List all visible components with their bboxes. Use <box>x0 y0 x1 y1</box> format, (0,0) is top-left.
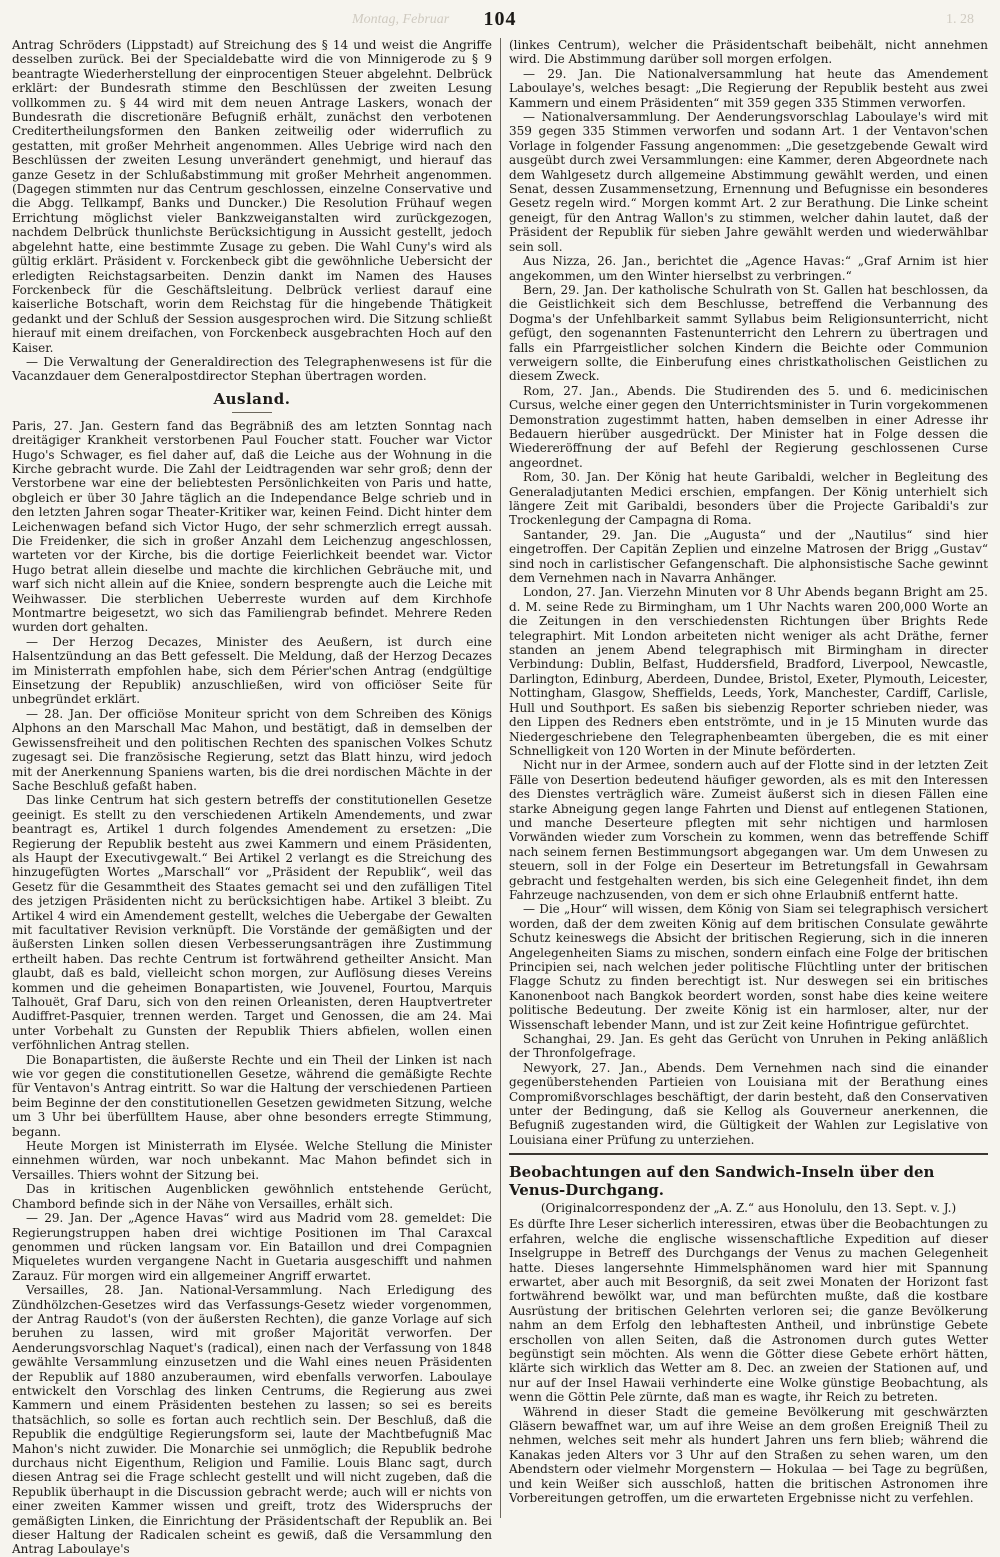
bleed-through-text-right: 1. 28 <box>946 12 974 27</box>
paragraph-paris-funeral: Paris, 27. Jan. Gestern fand das Begräbniß des am letzten Sonntag nach dreitägiger Krankheit verstorbenen Paul Foucher statt. Foucher war Victor Hugo's Schwager, es fiel daher auf, daß die Leiche aus der Wohnung in die Kirche gebracht wurde. Die Zahl der Leidtragenden war sehr groß; denn der Verstorbene war eine der beliebtesten Persönlichkeiten von Paris und hatte, obgleich er über 30 Jahre täglich an die Independance Belge schrieb und in den letzten Jahren sogar Theater-Kritiker war, keinen Feind. Dicht hinter dem Leichenwagen befand sich Victor Hugo, der sehr schmerzlich erregt aussah. Die Freidenker, die sich in großer Anzahl dem Leichenzug angeschlossen, warteten vor der Kirche, bis die dortige Feierlichkeit beendet war. Victor Hugo betrat allein dieselbe und machte die kirchlichen Gebräuche mit, und warf sich nicht allein auf die Kniee, sondern besprengte auch die Leiche mit Weihwasser. Die sterblichen Ueberreste wurden auf dem Kirchhofe Montmartre beigesetzt, wo sich das Familiengrab befindet. Mehrere Reden wurden dort gehalten. <box>12 418 492 635</box>
paragraph-desertion: Nicht nur in der Armee, sondern auch auf der Flotte sind in der letzten Zeit Fälle von Desertion bedeutend häufiger geworden, als es mit den Interessen des Dienstes verträglich wäre. Zumeist äußerst sich in diesen Fällen eine starke Abneigung gegen lange Fahrten und Dienst auf entlegenen Stationen, und manche Deserteure pflegten mit sehr nichtigen und harmlosen Vorwänden wieder zum Vorschein zu kommen, wenn das betreffende Schiff nach seinem fernen Bestimmungsort abgegangen war. Um dem Unwesen zu steuern, soll in der Folge ein Deserteur im Betretungsfall in Gewahrsam gebracht und festgehalten werden, bis sich eine Gelegenheit findet, ihn dem Fahrzeuge nachzusenden, von dem er sich ohne Erlaubniß entfernt hatte. <box>509 758 988 902</box>
paragraph-madrid: — 29. Jan. Der „Agence Havas“ wird aus Madrid vom 28. gemeldet: Die Regierungstruppen haben drei wichtige Positionen im Thal Caraxcal genommen und rücken langsam vor. Ein Bataillon und drei Compagnien Miqueletes wurden vergangene Nacht in Guetaria ausgeschifft und nahmen Zarauz. Für morgen wird ein allgemeiner Angriff erwartet. <box>12 1211 492 1283</box>
feature-title: Beobachtungen auf den Sandwich-Inseln über den Venus-Durchgang. <box>509 1163 935 1200</box>
paragraph-moniteur: — 28. Jan. Der officiöse Moniteur spricht von dem Schreiben des Königs Alphons an den Marschall Mac Mahon, und bestätigt, daß in demselben der Gewissensfreiheit und den politischen Rechten des spanischen Volkes Schutz zugesagt sei. Die französische Regierung, setzt das Blatt hinzu, wird jedoch mit der Anerkennung Spaniens warten, bis die drei nordischen Mächte in der Sache Beschluß gefaßt haben. <box>12 706 492 793</box>
left-column <box>12 38 500 1557</box>
paragraph-newyork: Newyork, 27. Jan., Abends. Dem Vernehmen nach sind die einander gegenüberstehenden Partieien von Louisiana mit der Berathung eines Compromißvorschlages beschäftigt, der darin besteht, daß den Conservativen unter der Bedingung, daß sie Kellog als Gouverneur anerkennen, die Befugniß zugestanden wird, die Gültigkeit der Wahlen zur Legislative von Louisiana einer Prüfung zu unterziehen. <box>509 1060 988 1147</box>
paragraph-reichstag: Antrag Schröders (Lippstadt) auf Streichung des § 14 und weist die Angriffe desselben zurück. Bei der Specialdebatte wird die von Minnigerode zu § 9 beantragte Wiederherstellung der einprocentigen Steuer abgelehnt. Delbrück erklärt: der Bundesrath stimme den Beschlüssen der zweiten Lesung vollkommen zu. § 44 wird mit dem neuen Antrage Laskers, wonach der Bundesrath die discretionäre Befugniß erhält, zunächst den verbotenen Creditertheilungsformen den Banken zeitweilig oder widerruflich zu gestatten, mit großer Mehrheit angenommen. Alles Uebrige wird nach den Beschlüssen der zweiten Lesung unverändert genehmigt, und hierauf das ganze Gesetz in der Schlußabstimmung mit großer Mehrheit angenommen. (Dagegen stimmten nur das Centrum geschlossen, einzelne Conservative und die Abgg. Tellkampf, Banks und Duncker.) Die Resolution Frühauf wegen Errichtung möglichst vieler Bankzweiganstalten wird zurückgezogen, nachdem Delbrück thunlichste Berücksichtigung in Aussicht gestellt, jedoch abgelehnt hatte, eine bestimmte Zusage zu geben. Die Wahl Cuny's wird als gültig erklärt. Präsident v. Forckenbeck gibt die gewöhnliche Uebersicht der erledigten Reichstagsarbeiten. Denzin dankt im Namen des Hauses Forckenbeck für die Geschäftsleitung. Delbrück verliest darauf eine kaiserliche Botschaft, worin dem Reichstag für die hingebende Thätigkeit gedankt und der Schluß der Session ausgesprochen wird. Die Sitzung schließt hierauf mit einem dreifachen, von Forckenbeck ausgebrachten Hoch auf den Kaiser. <box>12 38 492 355</box>
feature-subtitle: (Originalcorrespondenz der „A. Z.“ aus Honolulu, den 13. Sept. v. J.) <box>540 1201 957 1216</box>
paragraph-ministerrath: Heute Morgen ist Ministerrath im Elysée. Welche Stellung die Minister einnehmen würden, war noch unbekannt. Mac Mahon befindet sich in Versailles. Thiers wohnt der Sitzung bei. <box>12 1139 492 1182</box>
paragraph-telegraph: — Die Verwaltung der Generaldirection des Telegraphenwesens ist für die Vacanzdauer dem Generalpostdirector Stephan übertragen worden. <box>12 354 492 384</box>
section-divider <box>232 412 272 413</box>
right-column <box>500 38 988 1518</box>
columns <box>12 38 988 1557</box>
section-title-ausland: Ausland. <box>213 389 291 408</box>
paragraph-nizza: Aus Nizza, 26. Jan., berichtet die „Agence Havas:“ „Graf Arnim ist hier angekommen, um den Winter hierselbst zu verbringen.“ <box>509 254 988 283</box>
paragraph-versailles: Versailles, 28. Jan. National-Versammlung. Nach Erledigung des Zündhölzchen-Gesetzes wird das Verfassungs-Gesetz wieder vorgenommen, der Antrag Raudot's (von der äußersten Rechten), die ganze Vorlage auf sich beruhen zu lassen, wird mit großer Majorität verworfen. Der Aenderungsvorschlag Naquet's (radical), einen nach der Verfassung von 1848 gewählte Versammlung einzusetzen und die Wahl eines neuen Präsidenten der Republik auf 1880 anzuberaumen, wird ebenfalls verworfen. Laboulaye entwickelt den Vorschlag des linken Centrums, die Regierung aus zwei Kammern und einem Präsidenten bestehen zu lassen; so sei es bereits thatsächlich, so solle es fortan auch rechtlich sein. Der Beschluß, daß die Republik die endgültige Regierungsform sei, laute der Machtbefugniß Mac Mahon's nicht zuwider. Die Monarchie sei unmöglich; die Republik bedrohe durchaus nicht Eigenthum, Religion und Familie. Louis Blanc sagt, durch diesen Antrag sei die Frage schlecht gestellt und will nicht zugeben, daß die Republik überhaupt in die Discussion gebracht werde; auch will er nichts von einer zweiten Kammer wissen und greift, trotz des Widerspruchs der gemäßigten Linken, die Einrichtung der Präsidentschaft der Republik an. Bei dieser Haltung der Radicalen scheint es gewiß, daß die Versammlung den Antrag Laboulaye's <box>12 1283 492 1557</box>
paragraph-nationalversammlung: — Nationalversammlung. Der Aenderungsvorschlag Laboulaye's wird mit 359 gegen 335 Stimmen verworfen und sodann Art. 1 der Ventavon'schen Vorlage in folgender Fassung angenommen: „Die gesetzgebende Gewalt wird ausgeübt durch zwei Versammlungen: eine Kammer, deren Abgeordnete nach dem Wahlgesetz durch allgemeine Abstimmung gewählt werden, und einen Senat, dessen Zusammensetzung, Ernennung und Befugnisse ein besonderes Gesetz regeln wird.“ Morgen kommt Art. 2 zur Berathung. Die Linke scheint geneigt, für den Antrag Wallon's zu stimmen, welcher dahin lautet, daß der Präsident der Republik für sieben Jahre gewählt werden und wiederwählbar sein soll. <box>509 110 988 254</box>
paragraph-nationalversammlung-29: — 29. Jan. Die Nationalversammlung hat heute das Amendement Laboulaye's, welches besagt: „Die Regierung der Republik besteht aus zwei Kammern und einem Präsidenten“ mit 359 gegen 335 Stimmen verworfen. <box>509 66 988 110</box>
paragraph-continuation: (linkes Centrum), welcher die Präsidentschaft beibehält, nicht annehmen wird. Die Abstimmung darüber soll morgen erfolgen. <box>509 38 988 67</box>
paragraph-london: London, 27. Jan. Vierzehn Minuten vor 8 Uhr Abends begann Bright am 25. d. M. seine Rede zu Birmingham, um 1 Uhr Nachts waren 200,000 Worte an die Zeitungen in den verschiedensten Richtungen über Brights Rede telegraphirt. Mit London arbeiteten nicht weniger als acht Dräthe, ferner standen an jenem Abend telegraphisch mit Birmingham in directer Verbindung: Dublin, Belfast, Huddersfield, Bradford, Liverpool, Newcastle, Darlington, Edinburg, Aberdeen, Dundee, Bristol, Exeter, Plymouth, Leicester, Nottingham, Glasgow, Sheffields, Leeds, York, Manchester, Cardiff, Carlisle, Hull und Southport. Es saßen bis siebenzig Reporter schrieben nieder, was den Lippen des Redners eben entströmte, und in je 15 Minuten wurde das Niedergeschriebene den Telegraphenbeamten übergeben, die es mit einer Schnelligkeit von 120 Worten in der Minute beförderten. <box>509 585 988 758</box>
paragraph-rom-27: Rom, 27. Jan., Abends. Die Studirenden des 5. und 6. medicinischen Cursus, welche einer gegen den Unterrichtsminister in Turin vorgekommenen Demonstration zugestimmt hatten, haben demselben in einer Adresse ihr Bedauern hierüber ausgedrückt. Der Minister hat in Folge dessen die Wiedereröffnung der auf Befehl der Regierung geschlossenen Curse angeordnet. <box>509 383 988 470</box>
paragraph-schanghai: Schanghai, 29. Jan. Es geht das Gerücht von Unruhen in Peking anläßlich der Thronfolgefrage. <box>509 1032 988 1061</box>
page-header <box>12 8 988 38</box>
feature-divider <box>509 1153 988 1155</box>
paragraph-chambord: Das in kritischen Augenblicken gewöhnlich entstehende Gerücht, Chambord befinde sich in der Nähe von Versailles, erhält sich. <box>12 1182 492 1211</box>
paragraph-santander: Santander, 29. Jan. Die „Augusta“ und der „Nautilus“ sind hier eingetroffen. Der Capitän Zeplien und einzelne Matrosen der Brigg „Gustav“ sind noch in carlistischer Gefangenschaft. Die alphonsistische Sache gewinnt dem Vernehmen nach in Navarra Anhänger. <box>509 527 988 586</box>
paragraph-bonapartisten: Die Bonapartisten, die äußerste Rechte und ein Theil der Linken ist nach wie vor gegen die constitutionellen Gesetze, während die gemäßigte Rechte für Ventavon's Antrag eintritt. So war die Haltung der verschiedenen Partieen beim Beginne der den constitutionellen Gesetzen gewidmeten Sitzung, welche um 3 Uhr bei überfülltem Hause, aber ohne besonders erregte Stimmung, begann. <box>12 1052 492 1139</box>
page-number: 104 <box>483 8 517 30</box>
feature-paragraph: Während in dieser Stadt die gemeine Bevölkerung mit geschwärzten Gläsern bewaffnet war, um auf ihre Weise an dem großen Ereigniß Theil zu nehmen, welches seit mehr als hundert Jahren uns fern blieb; während die Kanakas jeden Alters vor 3 Uhr auf den Straßen zu sehen waren, um den Abendstern oder vielmehr Morgenstern — Hokulaa — bei Tage zu begrüßen, und kein Weißer sich ausschloß, hatten die britischen Astronomen ihre Vorbereitungen getroffen, um die erwarteten Ergebnisse nicht zu verfehlen. <box>509 1404 988 1505</box>
feature-paragraph: Es dürfte Ihre Leser sicherlich interessiren, etwas über die Beobachtungen zu erfahren, welche die englische wissenschaftliche Expedition auf dieser Inselgruppe in Betreff des Durchgangs der Venus zu machen Gelegenheit hatte. Dieses langersehnte Himmelsphänomen ward hier mit Spannung erwartet, aber auch mit Besorgniß, da seit zwei Monaten der Horizont fast fortwährend bewölkt war, und man befürchten mußte, daß die kostbare Ausrüstung der britischen Gelehrten verloren sei; die ganze Bevölkerung nahm an dem Erfolg den lebhaftesten Antheil, und inbrünstige Gebete erschollen von allen Seiten, daß die Astronomen durch gutes Wetter begünstigt sein möchten. Als wenn die Götter diese Gebete erhört hätten, klärte sich wirklich das Wetter am 8. Dec. an zweien der Stationen auf, und nur auf der Insel Hawaii verhinderte eine Wolke günstige Beobachtung, als wenn die Göttin Pele zürnte, daß man es wagte, ihr Reich zu betreten. <box>509 1217 988 1405</box>
bleed-through-text-left: Montag, Februar <box>352 12 450 27</box>
paragraph-bern: Bern, 29. Jan. Der katholische Schulrath von St. Gallen hat beschlossen, da die Geistlichkeit sich dem Beschlusse, betreffend die Verbannung des Dogma's der Unfehlbarkeit sammt Syllabus beim Religionsunterricht, nicht gefügt, den sogenannten Fastenunterricht den Lehrern zu übertragen und falls ein Pfarrgeistlicher solchen Kindern die Beichte oder Communion verweigern sollte, die Einberufung eines christkatholischen Geistlichen zu diesem Zweck. <box>509 282 988 384</box>
paragraph-rom-30: Rom, 30. Jan. Der König hat heute Garibaldi, welcher in Begleitung des Generaladjutanten Medici erschien, empfangen. Der König unterhielt sich längere Zeit mit Garibaldi, besonders über die Projecte Garibaldi's zur Trockenlegung der Campagna di Roma. <box>509 470 988 528</box>
paragraph-linkes-centrum: Das linke Centrum hat sich gestern betreffs der constitutionellen Gesetze geeinigt. Es stellt zu den verschiedenen Artikeln Amendements, und zwar beantragt es, Artikel 1 durch folgendes Amendement zu ersetzen: „Die Regierung der Republik besteht aus zwei Kammern und einem Präsidenten, als Haupt der Executivgewalt.“ Bei Artikel 2 verlangt es die Streichung des hinzugefügten Wortes „Marschall“ vor „Präsident der Republik“, weil das Gesetz für die Gesammtheit des Staates gemacht sei und den zufälligen Titel des jetzigen Präsidenten nicht zu berücksichtigen habe. Artikel 3 bleibt. Zu Artikel 4 wird ein Amendement gestellt, welches die Uebergabe der Gewalten mit facultativer Revision verknüpft. Die Vorstände der gemäßigten und der äußersten Linken sollen diesen Verbesserungsanträgen ihre Zustimmung ertheilt haben. Das rechte Centrum ist fortwährend getheilter Ansicht. Man glaubt, daß es bald, vielleicht schon morgen, zur Auflösung dieses Vereins kommen und die geheimen Bonapartisten, wie Jouvenel, Fourtou, Marquis Talhouët, Graf Daru, sich von den reinen Orleanisten, deren Hauptvertreter Audiffret-Pasquier, trennen werden. Target und Genossen, die am 24. Mai unter Vorbehalt zu Gunsten der Republik Thiers abfielen, wollen einen verföhnlichen Antrag stellen. <box>12 793 492 1053</box>
paragraph-siam: — Die „Hour“ will wissen, dem König von Siam sei telegraphisch versichert worden, daß der dem zweiten König auf dem britischen Consulate gewährte Schutz keineswegs die Absicht der britischen Regierung, sich in die inneren Angelegenheiten Siams zu mischen, sondern einfach eine Folge der britischen Principien sei, nach welchen jeder politische Flüchtling unter der britischen Flagge Schutz zu finden berechtigt ist. Nur deswegen sei ein britisches Kanonenboot nach Bangkok beordert worden, sonst habe dies keine weitere politische Bedeutung. Der zweite König ist ein harmloser, alter, nur der Wissenschaft lebender Mann, und ist zur Zeit keine Hofintrigue gefürchtet. <box>509 902 988 1032</box>
paragraph-decazes: — Der Herzog Decazes, Minister des Aeußern, ist durch eine Halsentzündung an das Bett gefesselt. Die Meldung, daß der Herzog Decazes im Ministerrath empfohlen habe, sich dem Périer'schen Antrag (endgültige Einsetzung der Republik) anzuschließen, wird von officiöser Seite für unbegründet erklärt. <box>12 634 492 707</box>
